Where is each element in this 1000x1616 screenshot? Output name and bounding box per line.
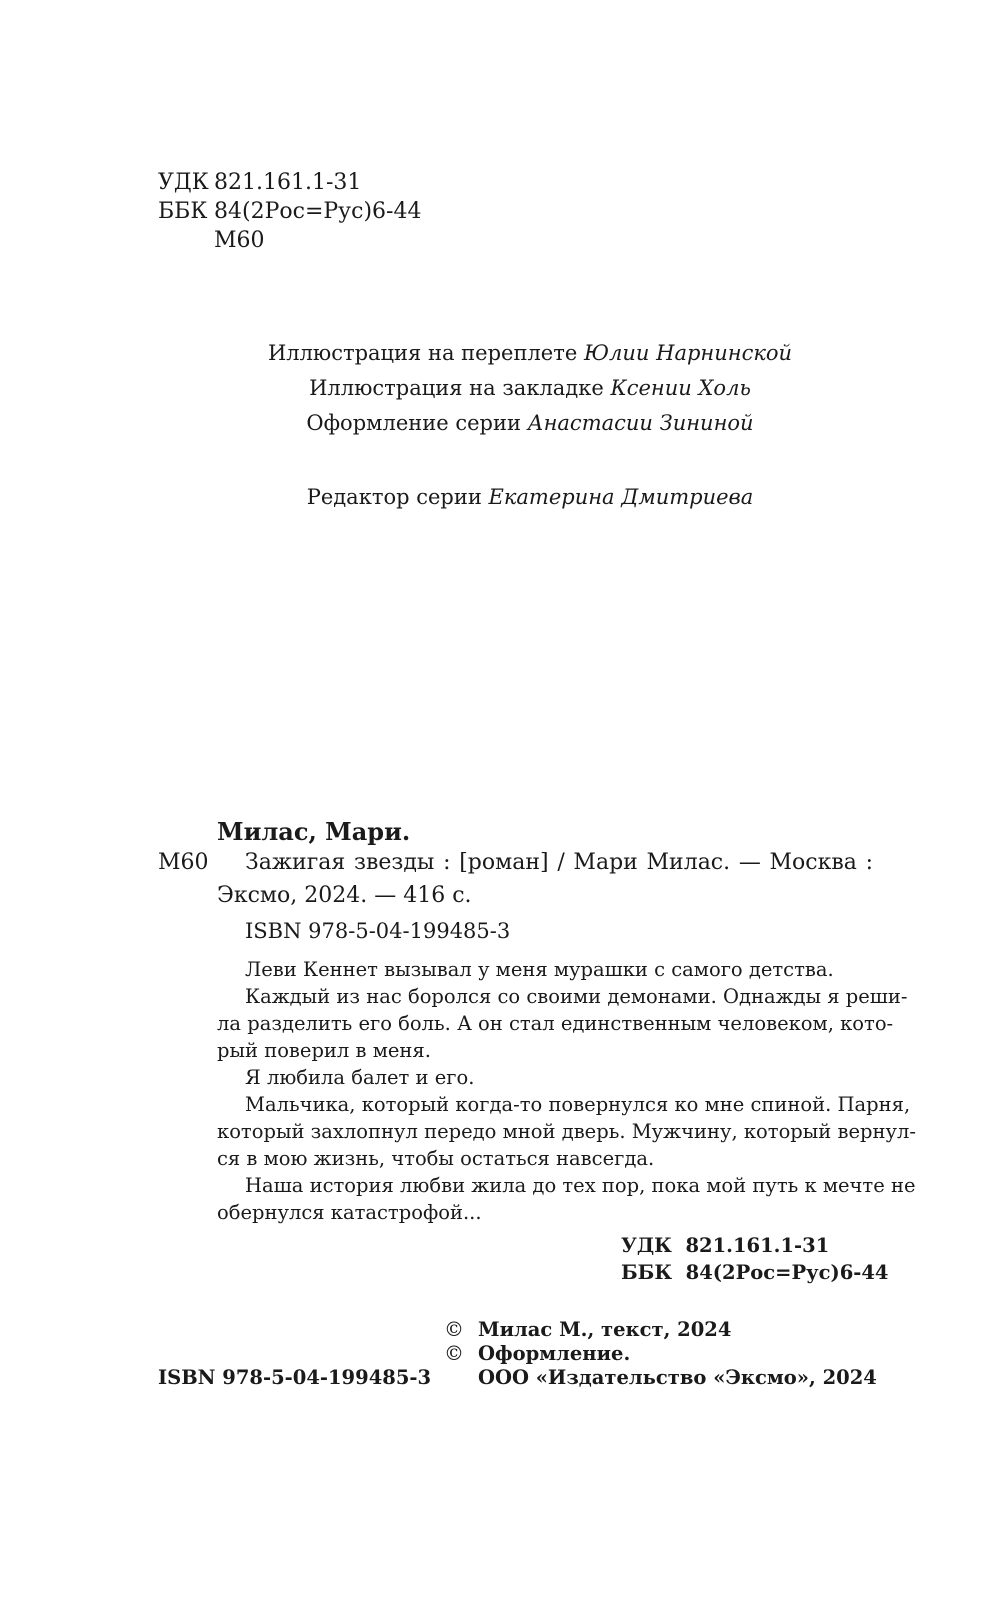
credit-role: Иллюстрация на переплете: [267, 341, 578, 365]
annotation-line: обернулся катастрофой...: [217, 1201, 482, 1224]
bbk-value: 84(2Рос=Рус)6-44: [214, 199, 422, 224]
copyright-icon: ©: [444, 1341, 464, 1365]
copyright-text: [444, 1316, 731, 1343]
udk-label: УДК: [158, 170, 209, 195]
bbk-card: ББК 84(2Рос=Рус)6-44: [621, 1261, 889, 1284]
annotation-line: Мальчика, который когда-то повернулся ко мне спиной. Парня,: [245, 1093, 911, 1116]
credit-name: Ксении Холь: [610, 376, 751, 400]
annotation-line: Леви Кеннет вызывал у меня мурашки с самого детства.: [245, 958, 834, 981]
bbk-label: ББК: [158, 199, 208, 224]
author-mark: М60: [158, 850, 209, 875]
credit-bookmark-illustration: [0, 371, 1000, 406]
bibliographic-line-2: Эксмо, 2024. — 416 с.: [217, 883, 472, 908]
credit-series-design: [0, 406, 1000, 441]
copyright-2-line-2: ООО «Издательство «Эксмо», 2024: [478, 1366, 877, 1389]
udk-value: 821.161.1-31: [214, 170, 362, 195]
credit-role: Редактор серии: [306, 485, 482, 509]
annotation-line: который захлопнул передо мной дверь. Мужчину, который вернул-: [217, 1120, 916, 1143]
isbn-footer: ISBN 978-5-04-199485-3: [158, 1366, 432, 1389]
copyright-design: [444, 1340, 630, 1367]
author-mark-top: М60: [214, 228, 265, 253]
author-heading: Милас, Мари.: [217, 817, 411, 846]
copyright-2-line-1: Оформление.: [478, 1342, 631, 1365]
udk-row: [158, 168, 361, 197]
bbk-row: [158, 197, 421, 226]
credit-series-editor: [0, 480, 1000, 515]
bibliographic-line-1: Зажигая звезды : [роман] / Мари Милас. — Москва :: [245, 850, 873, 875]
credit-role: Оформление серии: [306, 411, 521, 435]
udk-card: УДК 821.161.1-31: [621, 1234, 830, 1257]
annotation-line: ся в мою жизнь, чтобы остаться навсегда.: [217, 1147, 655, 1170]
copyright-1: Милас М., текст, 2024: [478, 1318, 732, 1341]
annotation-line: Я любила балет и его.: [245, 1066, 475, 1089]
isbn-card: ISBN 978-5-04-199485-3: [245, 919, 511, 943]
annotation-line: Каждый из нас боролся со своими демонами. Однажды я реши-: [245, 985, 908, 1008]
annotation-line: Наша история любви жила до тех пор, пока мой путь к мечте не: [245, 1174, 916, 1197]
annotation-line: ла разделить его боль. А он стал единственным человеком, кото-: [217, 1012, 894, 1035]
credit-name: Анастасии Зининой: [527, 411, 754, 435]
credit-name: Екатерина Дмитриева: [488, 485, 754, 509]
copyright-icon: ©: [444, 1317, 464, 1341]
annotation-line: рый поверил в меня.: [217, 1039, 431, 1062]
credit-role: Иллюстрация на закладке: [309, 376, 604, 400]
credit-cover-illustration: [0, 336, 1000, 371]
credit-name: Юлии Нарнинской: [583, 341, 793, 365]
